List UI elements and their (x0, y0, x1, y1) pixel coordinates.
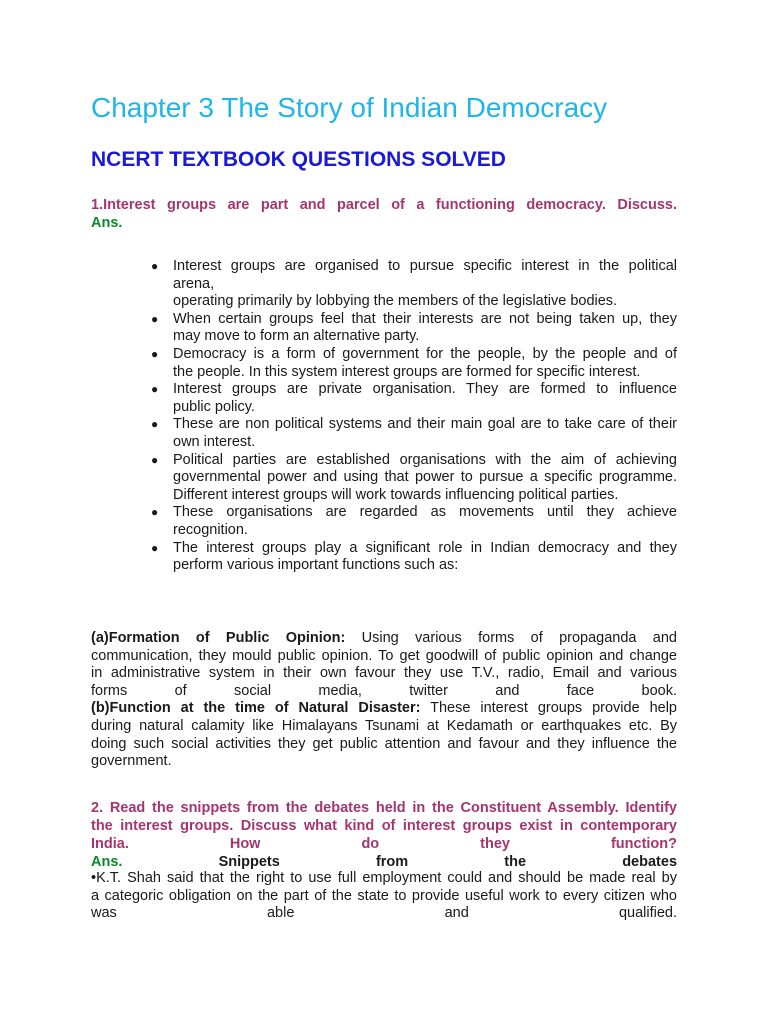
bullet-line: These are non political systems and their main goal are to take care of their (173, 416, 677, 433)
list-item (151, 504, 677, 539)
bullet-line: operating primarily by lobbying the members of the legislative bodies. (173, 293, 618, 310)
answer-label-1: Ans. (91, 215, 123, 231)
bullet-icon: ● (151, 540, 159, 555)
function-heading-b: (b)Function at the time of Natural Disaster: (91, 700, 421, 717)
function-heading-a: (a)Formation of Public Opinion: (91, 630, 346, 646)
paragraph-line: during natural calamity like Himalayans Tsunami at Kedamath or earthquakes etc. By (91, 717, 677, 734)
bullet-line: Democracy is a form of government for the people, by the people and of (173, 345, 677, 362)
paragraph-line: government. (91, 753, 172, 770)
question-line: the interest groups. Discuss what kind of interest groups exist in contemporary (91, 818, 677, 834)
bullet-icon: ● (151, 382, 159, 397)
bullet-line: When certain groups feel that their interests are not being taken up, they (173, 310, 677, 327)
functions-paragraph (91, 630, 677, 771)
bullet-icon: ● (151, 452, 159, 467)
snippet-line: a categoric obligation on the part of the state to provide useful work to every citizen who (91, 887, 677, 904)
bullet-line: the people. In this system interest groups are formed for specific interest. (173, 363, 641, 380)
bullet-line: may move to form an alternative party. (173, 328, 420, 345)
snippet-line: •K.T. Shah said that the right to use full employment could and should be made real by (91, 870, 677, 886)
chapter-title: Chapter 3 The Story of Indian Democracy (91, 92, 608, 123)
bullet-line: Different interest groups will work towards influencing political parties. (173, 486, 619, 503)
paragraph-line: (b)Function at the time of Natural Disaster: These interest groups provide help (91, 700, 677, 717)
question-line: India. How do they function? (91, 836, 677, 852)
bullet-line: Interest groups are private organisation. They are formed to influence (173, 381, 677, 398)
snippet-line: was able and qualified. (91, 905, 677, 922)
list-item (151, 310, 677, 346)
question-line: 2. Read the snippets from the debates held in the Constituent Assembly. Identify (91, 800, 677, 816)
bullet-icon: ● (151, 346, 159, 361)
list-item (151, 451, 677, 505)
section-title: NCERT TEXTBOOK QUESTIONS SOLVED (91, 148, 506, 171)
bullet-icon: ● (151, 417, 159, 432)
answer-label-2: Ans. (91, 854, 123, 870)
paragraph-line: forms of social media, twitter and face book. (91, 682, 677, 699)
list-item (151, 539, 677, 575)
list-item (151, 258, 677, 311)
list-item (151, 345, 677, 381)
paragraph-line: in administrative system in their own favour they use T.V., radio, Email and various (91, 665, 677, 682)
paragraph-line: communication, they mould public opinion. To get goodwill of public opinion and change (91, 647, 677, 664)
paragraph-line: (a)Formation of Public Opinion: Using various forms of propaganda and (91, 630, 677, 646)
snippets-heading: Snippets from the debates (218, 854, 678, 870)
answer-snippets-line (91, 853, 677, 871)
bullet-icon: ● (151, 311, 159, 326)
bullet-line: The interest groups play a significant role in Indian democracy and they (173, 539, 677, 556)
bullet-line: These organisations are regarded as movements until they achieve (173, 504, 677, 521)
bullet-line: Interest groups are organised to pursue specific interest in the political (173, 258, 677, 274)
list-item (151, 381, 677, 416)
snippet-paragraph (91, 870, 677, 923)
bullet-line: Political parties are established organisations with the aim of achieving (173, 451, 677, 468)
bullet-line: own interest. (173, 433, 256, 450)
paragraph-line: doing such social activities they get public attention and favour and they influence the (91, 735, 677, 752)
question-2 (91, 799, 677, 871)
answer-bullet-list (151, 258, 677, 575)
list-item (151, 416, 677, 451)
bullet-icon: ● (151, 259, 159, 273)
bullet-line: governmental power and using that power to pursue a specific programme. (173, 469, 677, 486)
question-1: 1.Interest groups are part and parcel of a functioning democracy. Discuss. (91, 197, 677, 213)
bullet-line: recognition. (173, 521, 248, 538)
bullet-line: perform various important functions such as: (173, 557, 459, 574)
bullet-icon: ● (151, 505, 159, 520)
bullet-line: public policy. (173, 398, 255, 415)
bullet-line: arena, (173, 275, 215, 292)
